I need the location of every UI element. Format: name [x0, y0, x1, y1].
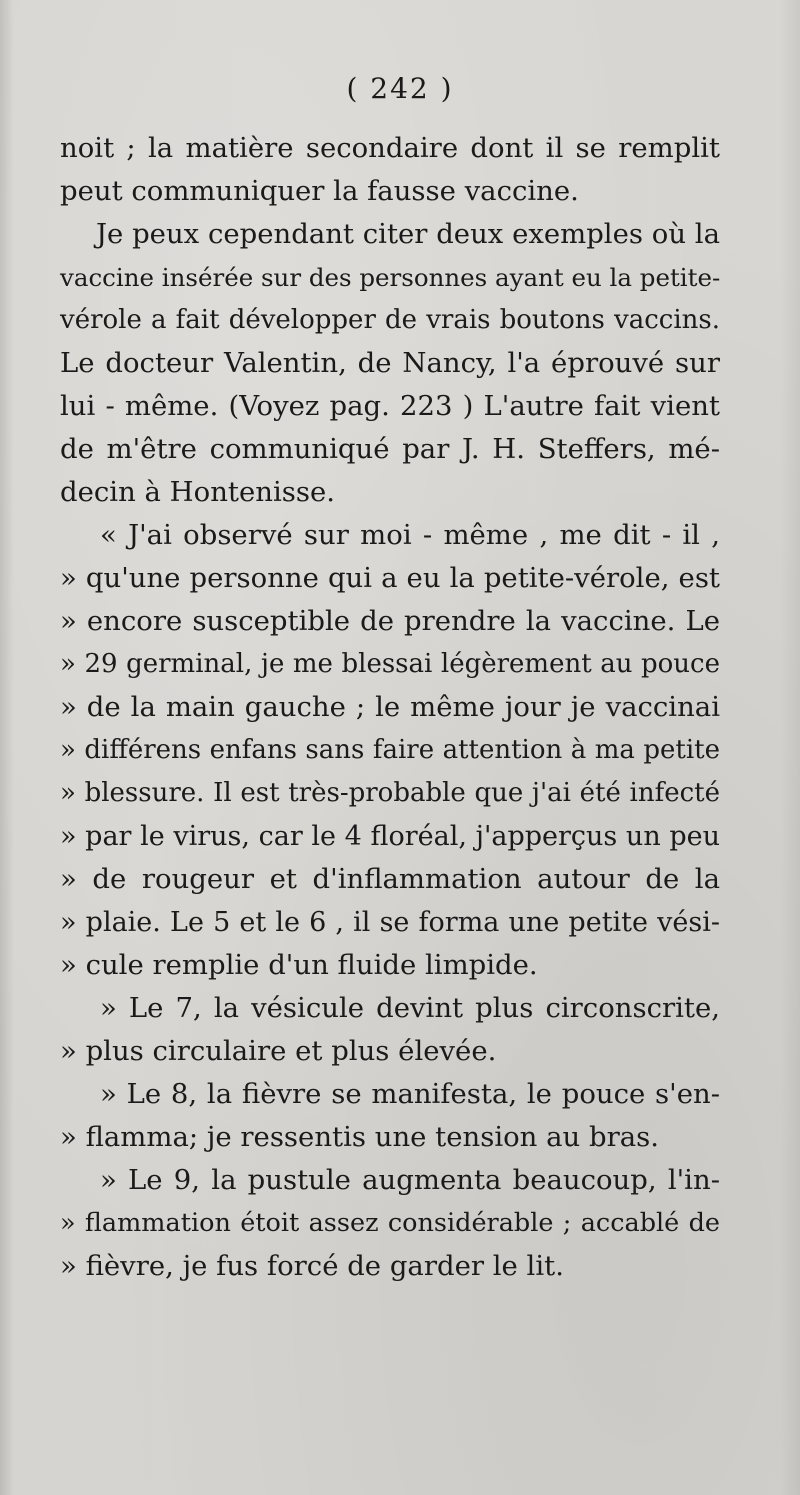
text-line: » de la main gauche ; le même jour je vaccinai	[60, 691, 720, 723]
text-line: « J'ai observé sur moi - même , me dit - il ,	[100, 519, 720, 551]
text-line: peut communiquer la fausse vaccine.	[60, 175, 579, 207]
text-line: de m'être communiqué par J. H. Steffers, mé-	[60, 433, 720, 465]
page-number: ( 242 )	[346, 72, 454, 105]
text-line: vérole a fait développer de vrais boutons vaccins.	[60, 305, 720, 335]
text-line: » encore susceptible de prendre la vaccine. Le	[60, 605, 720, 637]
text-line: » plus circulaire et plus élevée.	[60, 1035, 497, 1067]
text-line: » fièvre, je fus forcé de garder le lit.	[60, 1250, 564, 1282]
text-line: » plaie. Le 5 et le 6 , il se forma une petite vési-	[60, 907, 720, 938]
text-line: » différens enfans sans faire attention à ma petite	[60, 735, 720, 765]
text-line: » Le 8, la fièvre se manifesta, le pouce s'en-	[100, 1078, 720, 1110]
body-text	[60, 127, 720, 1288]
text-line: » flamma; je ressentis une tension au bras.	[60, 1121, 659, 1153]
text-line: Le docteur Valentin, de Nancy, l'a éprouvé sur	[60, 347, 720, 379]
text-line: » blessure. Il est très-probable que j'ai été infecté	[60, 778, 720, 808]
text-line: » qu'une personne qui a eu la petite-vérole, est	[60, 562, 720, 594]
text-line: » de rougeur et d'inflammation autour de la	[60, 863, 720, 895]
text-line: vaccine insérée sur des personnes ayant eu la petite-	[60, 263, 721, 292]
text-line: Je peux cependant citer deux exemples où la	[96, 218, 720, 250]
text-line: noit ; la matière secondaire dont il se remplit	[60, 132, 720, 164]
text-line: » flammation étoit assez considérable ; accablé de	[60, 1208, 720, 1238]
text-line: » 29 germinal, je me blessai légèrement au pouce	[60, 649, 720, 679]
text-line: » cule remplie d'un fluide limpide.	[60, 949, 538, 981]
text-line: » Le 9, la pustule augmenta beaucoup, l'in-	[100, 1164, 720, 1196]
text-line: lui - même. (Voyez pag. 223 ) L'autre fait vient	[60, 390, 720, 422]
text-line: » par le virus, car le 4 floréal, j'apperçus un peu	[60, 821, 720, 852]
text-line: decin à Hontenisse.	[60, 476, 335, 508]
text-line: » Le 7, la vésicule devint plus circonscrite,	[100, 992, 720, 1024]
